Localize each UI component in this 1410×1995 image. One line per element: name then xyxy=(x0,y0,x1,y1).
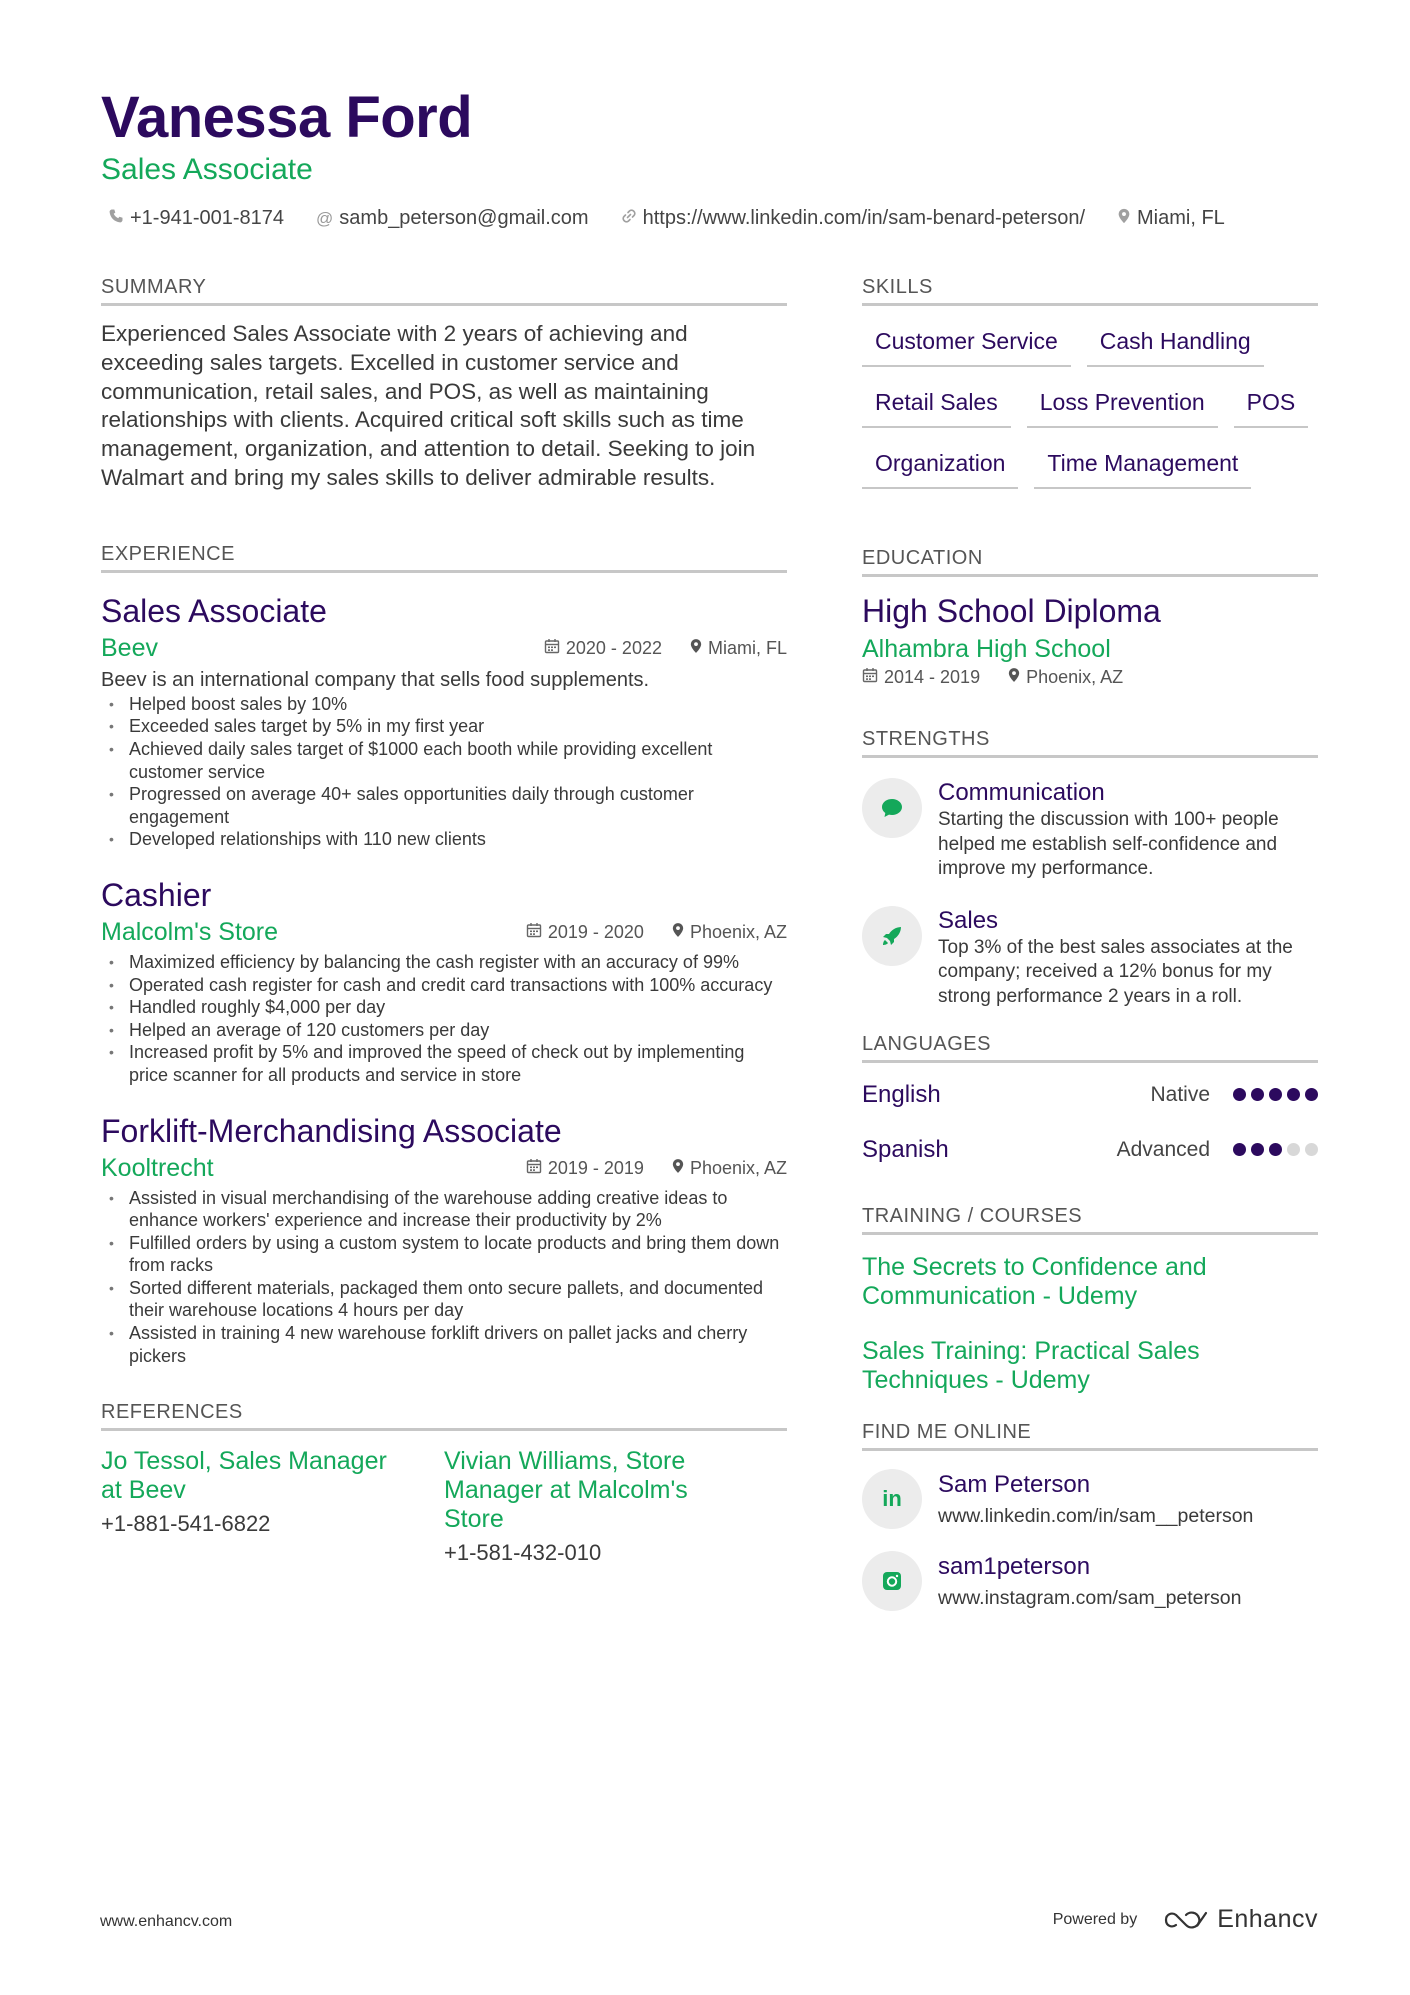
footer-site-link[interactable]: www.enhancv.com xyxy=(100,1913,233,1930)
language-name: English xyxy=(862,1080,941,1108)
profile-name: sam1peterson xyxy=(938,1553,1091,1580)
job-meta-line xyxy=(101,915,787,951)
skill-tag: Time Management xyxy=(1034,444,1251,489)
job-meta xyxy=(526,922,787,943)
company-name: Malcolm's Store xyxy=(101,918,279,947)
rating-dot-filled xyxy=(1305,1088,1318,1101)
map-pin-icon xyxy=(672,922,684,943)
section-heading: EDUCATION xyxy=(862,547,1318,577)
skills-list xyxy=(862,322,1318,505)
strength-item xyxy=(862,778,1318,882)
job-title: Sales Associate xyxy=(101,592,327,629)
education-dates: 2014 - 2019 xyxy=(884,667,981,687)
job-location: Miami, FL xyxy=(707,638,787,659)
contact-linkedin xyxy=(621,207,1085,230)
brand-name: Enhancv xyxy=(1217,1905,1318,1933)
rating-dot-filled xyxy=(1251,1088,1264,1101)
language-item xyxy=(862,1122,1318,1177)
language-item xyxy=(862,1067,1318,1122)
course-item: The Secrets to Confidence and Communication - Udemy xyxy=(862,1253,1207,1310)
location-text: Miami, FL xyxy=(1137,207,1225,229)
map-pin-icon xyxy=(1117,208,1131,229)
contact-phone xyxy=(108,207,284,230)
calendar-icon xyxy=(526,1158,542,1179)
achievement-list xyxy=(101,1187,787,1368)
job-entry xyxy=(101,591,787,851)
strengths-section xyxy=(862,728,1318,1009)
rating-dot-filled xyxy=(1251,1143,1264,1156)
phone-text[interactable]: +1-941-001-8174 xyxy=(130,207,285,229)
phone-icon xyxy=(108,208,124,229)
list-item: • Exceeded sales target by 5% in my first year xyxy=(101,715,787,738)
job-meta xyxy=(544,638,787,659)
education-meta xyxy=(862,667,1318,688)
job-location: Phoenix, AZ xyxy=(689,922,787,943)
online-profile xyxy=(862,1551,1318,1611)
company-name: Beev xyxy=(101,634,158,663)
profile-name: Sam Peterson xyxy=(938,1471,1091,1498)
calendar-icon xyxy=(544,638,560,659)
list-item: • Maximized efficiency by balancing the cash register with an accuracy of 99% xyxy=(101,951,787,974)
education-section xyxy=(862,547,1318,688)
strength-title: Communication xyxy=(938,779,1105,806)
candidate-name: Vanessa Ford xyxy=(101,85,473,150)
references-list xyxy=(101,1447,787,1566)
list-item: • Developed relationships with 110 new clients xyxy=(101,828,787,851)
summary-section xyxy=(101,276,787,493)
achievement-list xyxy=(101,951,787,1087)
job-dates: 2019 - 2019 xyxy=(547,1158,644,1178)
section-heading: TRAINING / COURSES xyxy=(862,1205,1318,1235)
skill-tag: Organization xyxy=(862,444,1018,489)
training-section xyxy=(862,1205,1318,1395)
email-text[interactable]: samb_peterson@gmail.com xyxy=(339,207,589,229)
education-location: Phoenix, AZ xyxy=(1026,667,1124,687)
language-rating xyxy=(1228,1088,1318,1101)
contact-bar xyxy=(108,207,1257,230)
job-meta-line xyxy=(101,631,787,667)
skill-tag: Retail Sales xyxy=(862,383,1011,428)
skill-tag: Loss Prevention xyxy=(1027,383,1218,428)
skill-tag: Customer Service xyxy=(862,322,1071,367)
reference-item xyxy=(101,1447,444,1566)
strength-item xyxy=(862,906,1318,1010)
list-item: • Helped an average of 120 customers per day xyxy=(101,1019,787,1042)
skills-section xyxy=(862,276,1318,505)
company-description: Beev is an international company that sells food supplements. xyxy=(101,668,650,691)
powered-by-text: Powered by xyxy=(1052,1910,1138,1928)
list-item: • Fulfilled orders by using a custom system to locate products and bring them down from racks xyxy=(101,1232,787,1277)
section-heading: STRENGTHS xyxy=(862,728,1318,758)
reference-name: Jo Tessol, Sales Manager at Beev xyxy=(101,1447,387,1505)
rating-dot-filled xyxy=(1287,1088,1300,1101)
find-me-online-section xyxy=(862,1421,1318,1611)
language-level: Native xyxy=(1150,1082,1210,1106)
rocket-icon xyxy=(862,906,922,966)
contact-email xyxy=(316,207,589,230)
languages-section xyxy=(862,1033,1318,1177)
job-title: Cashier xyxy=(101,876,212,913)
contact-location xyxy=(1117,207,1225,230)
list-item: • Increased profit by 5% and improved the speed of check out by implementing price scanner for all products and service in store xyxy=(101,1041,787,1086)
calendar-icon xyxy=(862,667,878,688)
map-pin-icon xyxy=(672,1158,684,1179)
linkedin-text[interactable]: https://www.linkedin.com/in/sam-benard-peterson/ xyxy=(642,207,1085,229)
achievement-list xyxy=(101,693,787,851)
list-item: • Progressed on average 40+ sales opportunities daily through customer engagement xyxy=(101,783,787,828)
list-item: • Assisted in training 4 new warehouse forklift drivers on pallet jacks and cherry pickers xyxy=(101,1322,787,1367)
reference-phone: +1-881-541-6822 xyxy=(101,1511,271,1537)
map-pin-icon xyxy=(690,638,702,659)
list-item: • Operated cash register for cash and credit card transactions with 100% accuracy xyxy=(101,974,787,997)
rating-dot-filled xyxy=(1269,1143,1282,1156)
degree-title: High School Diploma xyxy=(862,593,1161,629)
left-column xyxy=(101,276,787,1566)
instagram-icon xyxy=(862,1551,922,1611)
reference-name: Vivian Williams, Store Manager at Malcolm's Store xyxy=(444,1447,688,1534)
rating-dot-filled xyxy=(1233,1143,1246,1156)
job-meta xyxy=(526,1158,787,1179)
course-item: Sales Training: Practical Sales Techniques - Udemy xyxy=(862,1337,1200,1394)
profile-url[interactable]: www.instagram.com/sam_peterson xyxy=(938,1587,1242,1609)
list-item: • Assisted in visual merchandising of the warehouse adding creative ideas to enhance workers' experience and increase their productivity by 2% xyxy=(101,1187,787,1232)
school-name: Alhambra High School xyxy=(862,635,1111,663)
speech-bubble-icon xyxy=(862,778,922,838)
rating-dot-empty xyxy=(1305,1143,1318,1156)
enhancv-logo[interactable] xyxy=(1163,1905,1318,1934)
map-pin-icon xyxy=(1008,667,1020,688)
section-heading: EXPERIENCE xyxy=(101,543,787,573)
link-icon xyxy=(621,208,637,229)
reference-phone: +1-581-432-010 xyxy=(444,1540,602,1566)
language-level: Advanced xyxy=(1116,1137,1210,1161)
profile-url[interactable]: www.linkedin.com/in/sam__peterson xyxy=(938,1505,1254,1527)
enhancv-mark-icon xyxy=(1163,1909,1209,1931)
references-section xyxy=(101,1401,787,1566)
company-name: Kooltrecht xyxy=(101,1154,214,1182)
section-heading: LANGUAGES xyxy=(862,1033,1318,1063)
job-title: Forklift-Merchandising Associate xyxy=(101,1112,562,1149)
at-icon: @ xyxy=(316,208,334,228)
skill-tag: POS xyxy=(1234,383,1309,428)
section-heading: SKILLS xyxy=(862,276,1318,306)
job-meta-line xyxy=(101,1151,787,1187)
job-entry xyxy=(101,875,787,1087)
rating-dot-empty xyxy=(1287,1143,1300,1156)
language-rating xyxy=(1228,1143,1318,1156)
language-name: Spanish xyxy=(862,1135,949,1163)
strength-desc: Starting the discussion with 100+ people helped me establish self-confidence and improve my performance. xyxy=(938,809,1279,879)
job-location: Phoenix, AZ xyxy=(689,1158,787,1178)
list-item: • Helped boost sales by 10% xyxy=(101,693,787,716)
linkedin-icon: in xyxy=(862,1469,922,1529)
skill-tag: Cash Handling xyxy=(1087,322,1264,367)
rating-dot-filled xyxy=(1233,1088,1246,1101)
section-heading: REFERENCES xyxy=(101,1401,787,1431)
list-item: • Handled roughly $4,000 per day xyxy=(101,996,787,1019)
summary-text: Experienced Sales Associate with 2 years of achieving and exceeding sales targets. Excelled in customer service and communication, retail sales, and POS, as well as maintaining relationships with clients. Acquired critical soft skills such as time management, organization, and attention to detail. Seeking to join Walmart and bring my sales skills to deliver admirable results. xyxy=(101,321,756,490)
job-entry xyxy=(101,1111,787,1368)
list-item: • Achieved daily sales target of $1000 each booth while providing excellent customer service xyxy=(101,738,787,783)
online-profile xyxy=(862,1469,1318,1529)
reference-item xyxy=(444,1447,787,1566)
experience-section xyxy=(101,543,787,1367)
candidate-role: Sales Associate xyxy=(101,153,313,186)
job-dates: 2019 - 2020 xyxy=(547,922,644,943)
calendar-icon xyxy=(526,922,542,943)
footer-branding xyxy=(1053,1905,1318,1934)
strength-title: Sales xyxy=(938,906,999,934)
section-heading: SUMMARY xyxy=(101,276,787,306)
list-item: • Sorted different materials, packaged them onto secure pallets, and documented their warehouse locations 4 hours per day xyxy=(101,1277,787,1322)
section-heading: FIND ME ONLINE xyxy=(862,1421,1318,1451)
job-dates: 2020 - 2022 xyxy=(565,638,662,659)
strength-desc: Top 3% of the best sales associates at the company; received a 12% bonus for my strong performance 2 years in a roll. xyxy=(938,936,1293,1007)
rating-dot-filled xyxy=(1269,1088,1282,1101)
right-column xyxy=(862,276,1318,1633)
